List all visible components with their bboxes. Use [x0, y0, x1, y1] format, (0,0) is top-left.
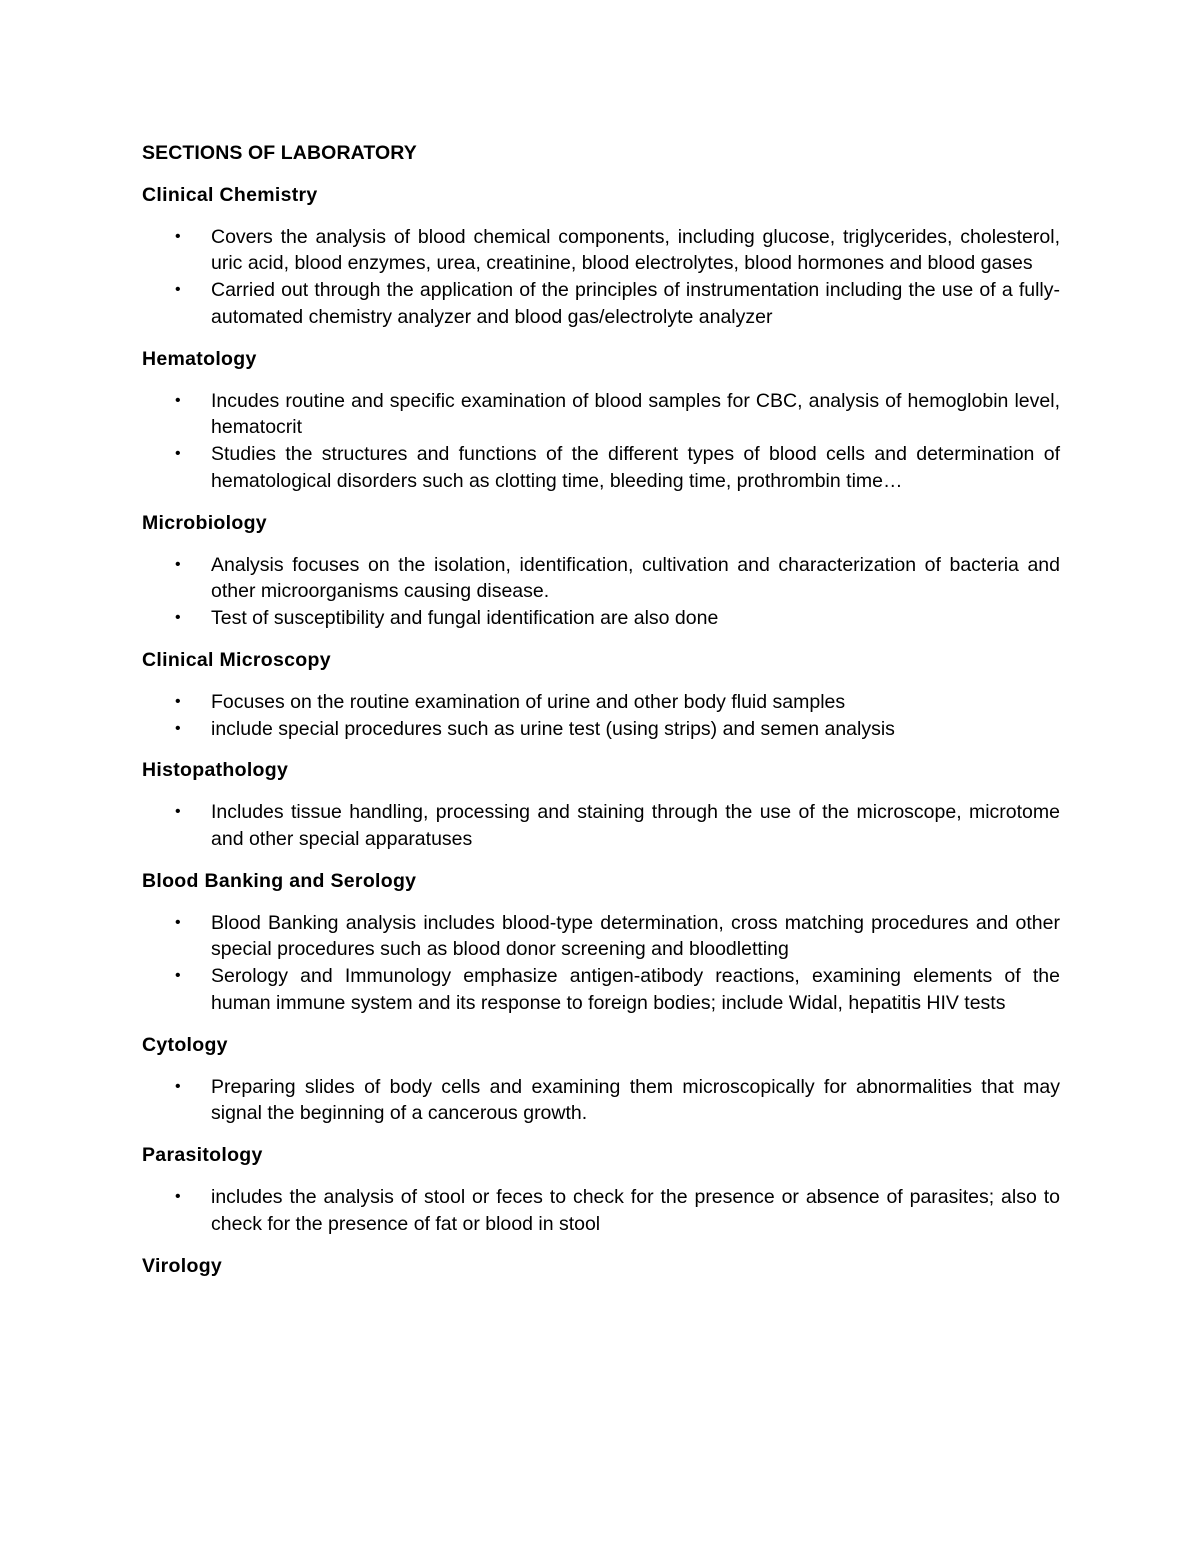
- section-hematology: [142, 346, 1060, 495]
- bullet-text: Test of susceptibility and fungal identification are also done: [211, 607, 719, 630]
- section-parasitology: [142, 1142, 1060, 1237]
- bullet-text: Incudes routine and specific examination of blood samples for CBC, analysis of hemoglobin level, hematocrit: [211, 389, 1060, 439]
- list-item: [142, 716, 1060, 743]
- list-item: [142, 605, 1060, 632]
- bullet-icon: •: [175, 913, 181, 931]
- list-item: [142, 224, 1060, 278]
- bullet-list: [142, 388, 1060, 495]
- list-item: [142, 552, 1060, 606]
- bullet-text: Covers the analysis of blood chemical components, including glucose, triglycerides, cholesterol, uric acid, blood enzymes, urea, creatinine, blood electrolytes, blood hormones and blood gases: [211, 225, 1060, 275]
- section-blood-banking-and-serology: [142, 868, 1060, 1017]
- bullet-text: Studies the structures and functions of the different types of blood cells and determination of hematological disorders such as clotting time, bleeding time, prothrombin time…: [211, 443, 1060, 492]
- list-item: [142, 441, 1060, 495]
- bullet-icon: •: [175, 609, 181, 627]
- list-item: [142, 799, 1060, 853]
- bullet-icon: •: [175, 281, 181, 299]
- bullet-list: [142, 799, 1060, 853]
- section-heading: Microbiology: [142, 511, 267, 534]
- document-page: [142, 140, 1060, 1294]
- section-cytology: [142, 1032, 1060, 1127]
- bullet-text: Carried out through the application of the principles of instrumentation including the use of a fully-automated chemistry analyzer and blood gas/electrolyte analyzer: [211, 279, 1060, 328]
- bullet-list: [142, 910, 1060, 1017]
- bullet-text: Includes tissue handling, processing and staining through the use of the microscope, microtome and other special apparatuses: [211, 801, 1060, 850]
- section-heading: Clinical Microscopy: [142, 648, 331, 671]
- bullet-icon: •: [175, 1077, 181, 1095]
- section-heading: Virology: [142, 1254, 223, 1277]
- section-microbiology: [142, 510, 1060, 632]
- bullet-icon: •: [175, 967, 181, 985]
- bullet-icon: •: [175, 391, 181, 409]
- bullet-list: [142, 1184, 1060, 1238]
- list-item: [142, 277, 1060, 331]
- section-histopathology: [142, 757, 1060, 852]
- bullet-text: Analysis focuses on the isolation, identification, cultivation and characterization of bacteria and other microorganisms causing disease.: [211, 553, 1060, 603]
- list-item: [142, 689, 1060, 716]
- bullet-list: [142, 552, 1060, 632]
- list-item: [142, 1184, 1060, 1238]
- section-heading: Cytology: [142, 1033, 228, 1056]
- section-heading: Histopathology: [142, 759, 289, 782]
- bullet-icon: •: [175, 227, 181, 245]
- bullet-text: Preparing slides of body cells and examining them microscopically for abnormalities that may signal the beginning of a cancerous growth.: [211, 1075, 1060, 1125]
- bullet-icon: •: [175, 1187, 181, 1205]
- section-heading: Parasitology: [142, 1144, 263, 1167]
- bullet-text: Focuses on the routine examination of urine and other body fluid samples: [211, 690, 846, 713]
- bullet-icon: •: [175, 692, 181, 710]
- section-heading: Hematology: [142, 347, 257, 370]
- bullet-text: includes the analysis of stool or feces to check for the presence or absence of parasites; also to check for the presence of fat or blood in stool: [211, 1185, 1060, 1235]
- section-virology: [142, 1253, 1060, 1280]
- bullet-icon: •: [175, 803, 181, 821]
- bullet-icon: •: [175, 445, 181, 463]
- bullet-icon: •: [175, 719, 181, 737]
- bullet-list: [142, 224, 1060, 331]
- document-title: SECTIONS OF LABORATORY: [142, 142, 417, 164]
- section-heading: Clinical Chemistry: [142, 183, 318, 206]
- bullet-list: [142, 1074, 1060, 1128]
- bullet-list: [142, 689, 1060, 743]
- section-clinical-chemistry: [142, 182, 1060, 331]
- list-item: [142, 963, 1060, 1017]
- list-item: [142, 1074, 1060, 1128]
- section-clinical-microscopy: [142, 647, 1060, 742]
- bullet-text: include special procedures such as urine test (using strips) and semen analysis: [211, 717, 895, 740]
- bullet-text: Serology and Immunology emphasize antigen-atibody reactions, examining elements of the human immune system and its response to foreign bodies; include Widal, hepatitis HIV tests: [211, 965, 1060, 1014]
- bullet-text: Blood Banking analysis includes blood-type determination, cross matching procedures and other special procedures such as blood donor screening and bloodletting: [211, 911, 1060, 961]
- bullet-icon: •: [175, 555, 181, 573]
- list-item: [142, 388, 1060, 442]
- section-heading: Blood Banking and Serology: [142, 869, 417, 892]
- list-item: [142, 910, 1060, 964]
- sections-container: [142, 182, 1060, 1280]
